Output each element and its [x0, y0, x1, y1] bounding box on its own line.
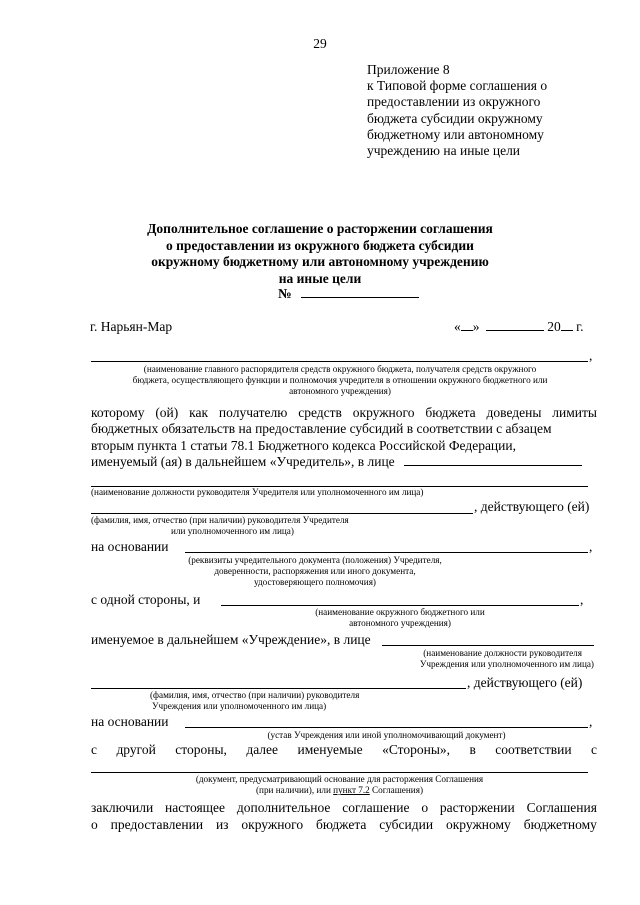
appendix-block: [367, 62, 547, 159]
title-line: на иные цели: [278, 270, 362, 286]
appendix-line: предоставлении из окружного: [367, 94, 541, 110]
year-field[interactable]: [561, 330, 573, 331]
founder-basis-field[interactable]: [185, 552, 588, 553]
one-side-label: с одной стороны, и: [91, 592, 201, 607]
paragraph-concluded: заключили настоящее дополнительное соглашение о расторжении Соглашения о предоставлении из окружного бюджета субсидии окружному бюджетному: [91, 800, 597, 832]
title-line: о предоставлении из окружного бюджета субсидии: [166, 237, 474, 253]
founder-basis-label: на основании: [91, 539, 169, 554]
comma: ,: [589, 348, 593, 363]
number-label: №: [278, 286, 292, 301]
termination-doc-field[interactable]: [91, 772, 588, 773]
appendix-line: Приложение 8: [367, 62, 450, 77]
title-line: окружному бюджетному или автономному учреждению: [151, 254, 489, 269]
institution-head-name-caption: (фамилия, имя, отчество (при наличии) руководителя Учреждения или уполномоченного им лица): [150, 690, 360, 712]
date-line: « » 20 г.: [454, 319, 584, 334]
founder-name-field[interactable]: [91, 361, 588, 362]
day-field[interactable]: [461, 330, 473, 331]
agreement-number: [278, 286, 419, 302]
institution-name-caption: (наименование окружного бюджетного или автономного учреждения): [315, 607, 485, 629]
institution-name-field[interactable]: [221, 605, 579, 606]
institution-head-position-field[interactable]: [382, 645, 594, 646]
institution-basis-caption: (устав Учреждения или иной уполномочивающий документ): [267, 730, 506, 740]
institution-basis-field[interactable]: [185, 727, 588, 728]
founder-head-name-caption: (фамилия, имя, отчество (при наличии) руководителя Учредителя или уполномоченного им лица): [91, 515, 349, 537]
paragraph-founder: которому (ой) как получателю средств окружного бюджета доведены лимиты бюджетных обязательств на предоставление субсидий в соответствии с абзацем вторым пункта 1 статьи 78.1 Бюджетного кодекса Российской Федерации,: [91, 405, 597, 453]
founder-head-position-caption: (наименование должности руководителя Учредителя или уполномоченного им лица): [91, 487, 424, 497]
appendix-line: бюджетному или автономному: [367, 126, 544, 142]
appendix-line: к Типовой форме соглашения о: [367, 78, 548, 94]
institution-basis-label: на основании: [91, 714, 169, 729]
institution-head-name-field[interactable]: [91, 688, 466, 689]
number-field[interactable]: [301, 297, 419, 298]
point-7-2-link[interactable]: пункт 7.2: [333, 785, 370, 796]
institution-in-person: именуемое в дальнейшем «Учреждение», в лице: [91, 632, 371, 647]
title-line: Дополнительное соглашение о расторжении соглашения: [147, 221, 493, 236]
other-side-line: с другой стороны, далее именуемые «Стороны», в соответствии с: [91, 742, 597, 757]
founder-basis-caption: (реквизиты учредительного документа (положения) Учредителя, доверенности, распоряжения или иного документа, удостоверяющего полномочия): [188, 555, 442, 588]
document-title: [0, 221, 640, 287]
place: г. Нарьян-Мар: [90, 319, 173, 334]
document-page: 29 Приложение 8 к Типовой форме соглашения о предоставлении из окружного бюджета субсидии окружному бюджетному или автономному учреждению на иные цели Дополнительное соглашение о расторжении соглашения о предоставлении из окружного бюджета субсидии окружному бюджетному или автономному учреждению на иные цели № г. Нарьян-Мар « » 20 г. , (наименование главного распорядителя средств окружного бюджета, получателя средств окружного бюджета, осуществляющего функции и полномочия учредителя в отношении окружного бюджетного или автономного учреждения) которому (ой) как получателю средств окружного бюджета доведены лимиты бюджетных обязательств на предоставление субсидий в соответствии с абзацем вторым пункта 1 статьи 78.1 Бюджетного кодекса Российской Федерации, именуемый (ая) в дальнейшем «Учредитель», в лице (наименование должности руководителя Учредителя или уполномоченного им лица) , действующего (ей) (фамилия, имя, отчество (при наличии) руководителя Учредителя или уполномоченного им лица) на основании , (реквизиты учредительного документа (положения) Учредителя, доверенности, распоряжения или иного документа, удостоверяющего полномочия) с одной стороны, и , (наименование окружного бюджетного или автономного учреждения) именуемое в дальнейшем «Учреждение», в лице (наименование должности руководителя Учреждения или уполномоченного им лица) , действующего (ей) (фамилия, имя, отчество (при наличии) руководителя Учреждения или уполномоченного им лица) на основании , (устав Учреждения или иной уполномочивающий документ) с другой стороны, далее именуемые «Стороны», в соответствии с (документ, предусматривающий основание для расторжения Соглашения (при наличии), или пункт 7.2 Соглашения) заключили настоящее дополнительное соглашение о расторжении Соглашения о предоставлении из окружного бюджета субсидии окружному бюджетному: [0, 0, 640, 905]
founder-name-caption: (наименование главного распорядителя средств окружного бюджета, получателя средств окружного бюджета, осуществляющего функции и полномочия учредителя в отношении окружного бюджетного или автономного учреждения): [132, 364, 548, 397]
founder-in-person: именуемый (ая) в дальнейшем «Учредитель», в лице: [91, 454, 582, 470]
month-field[interactable]: [486, 330, 544, 331]
appendix-line: бюджета субсидии окружному: [367, 110, 543, 126]
termination-doc-caption: (документ, предусматривающий основание для расторжения Соглашения (при наличии), или пункт 7.2 Соглашения): [195, 774, 484, 796]
justified-line: которому (ой) как получателю средств окружного бюджета доведены лимиты: [91, 405, 597, 420]
founder-head-name-field[interactable]: [91, 513, 473, 514]
institution-head-position-caption: (наименование должности руководителя Учреждения или уполномоченного им лица): [419, 648, 594, 670]
founder-acting: , действующего (ей): [474, 499, 590, 514]
institution-acting: , действующего (ей): [467, 675, 583, 690]
page-number: 29: [313, 36, 327, 51]
appendix-line: учреждению на иные цели: [367, 143, 521, 159]
founder-head-position-field[interactable]: [404, 465, 582, 466]
